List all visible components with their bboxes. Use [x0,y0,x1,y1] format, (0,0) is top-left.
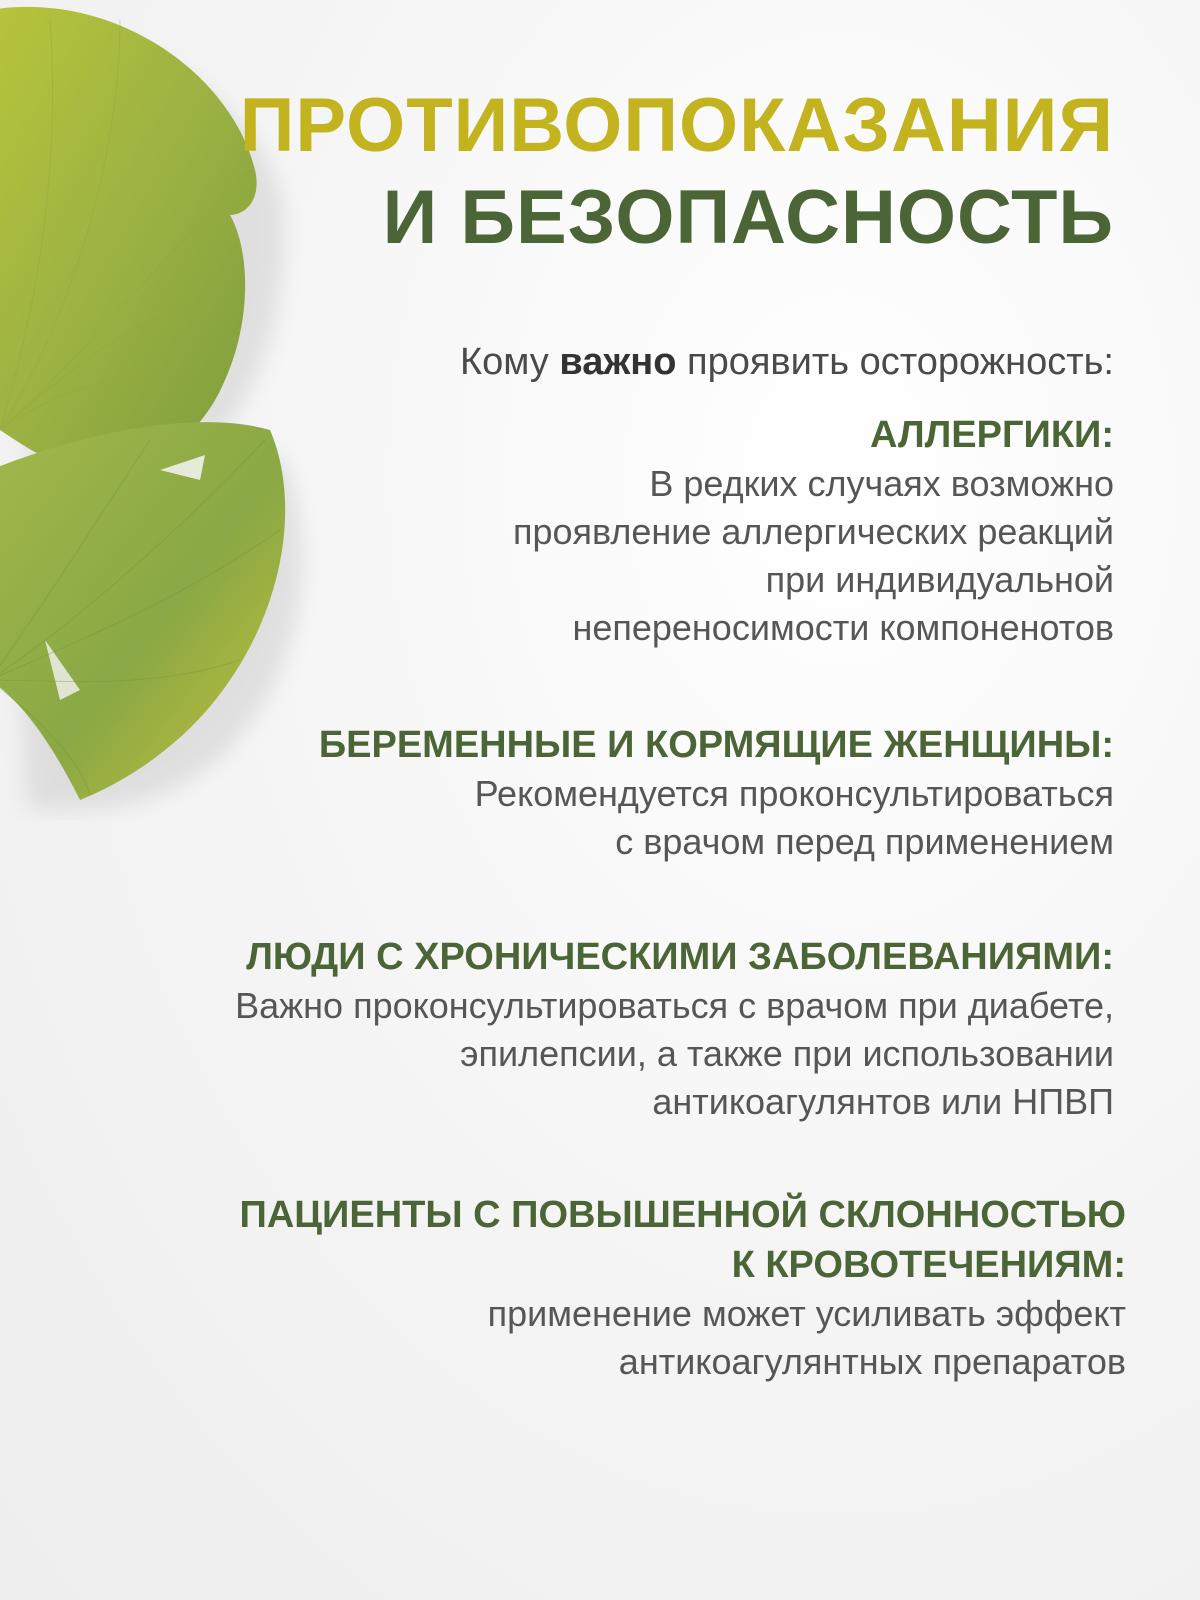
group-text-line: Рекомендуется проконсультироваться [474,773,1114,814]
group-text-line: антикоагулянтов или НПВП [652,1081,1114,1122]
group-text-line: с врачом перед применением [615,821,1114,862]
intro-emphasis: важно [559,341,677,383]
group-pregnant [319,720,1114,866]
group-heading: К КРОВОТЕЧЕНИЯМ: [731,1244,1126,1286]
group-heading: БЕРЕМЕННЫЕ И КОРМЯЩИЕ ЖЕНЩИНЫ: [318,724,1114,766]
group-text-line: непереносимости компоненотов [572,607,1114,648]
group-heading: АЛЛЕРГИКИ: [870,414,1114,456]
group-text-line: проявление аллергических реакций [513,511,1114,552]
group-heading: ПАЦИЕНТЫ С ПОВЫШЕННОЙ СКЛОННОСТЬЮ [239,1194,1126,1236]
group-allergy [513,410,1114,652]
intro-suffix: проявить осторожность: [676,341,1114,383]
group-text-line: Важно проконсультироваться с врачом при диабете, [235,985,1114,1026]
group-text-line: В редких случаях возможно [649,463,1114,504]
group-text-line: антикоагулянтных препаратов [618,1341,1126,1382]
group-text-line: применение может усиливать эффект [487,1293,1126,1334]
group-chronic [235,932,1114,1126]
group-heading: ЛЮДИ С ХРОНИЧЕСКИМИ ЗАБОЛЕВАНИЯМИ: [246,936,1114,978]
intro-prefix: Кому [459,341,560,383]
page-title-line2: И БЕЗОПАСНОСТЬ [382,175,1114,260]
intro-text [460,340,1114,386]
group-bleeding [240,1190,1126,1386]
group-text-line: эпилепсии, а также при использовании [460,1033,1114,1074]
page-title-line1: ПРОТИВОПОКАЗАНИЯ [239,83,1114,168]
group-text-line: при индивидуальной [765,559,1114,600]
